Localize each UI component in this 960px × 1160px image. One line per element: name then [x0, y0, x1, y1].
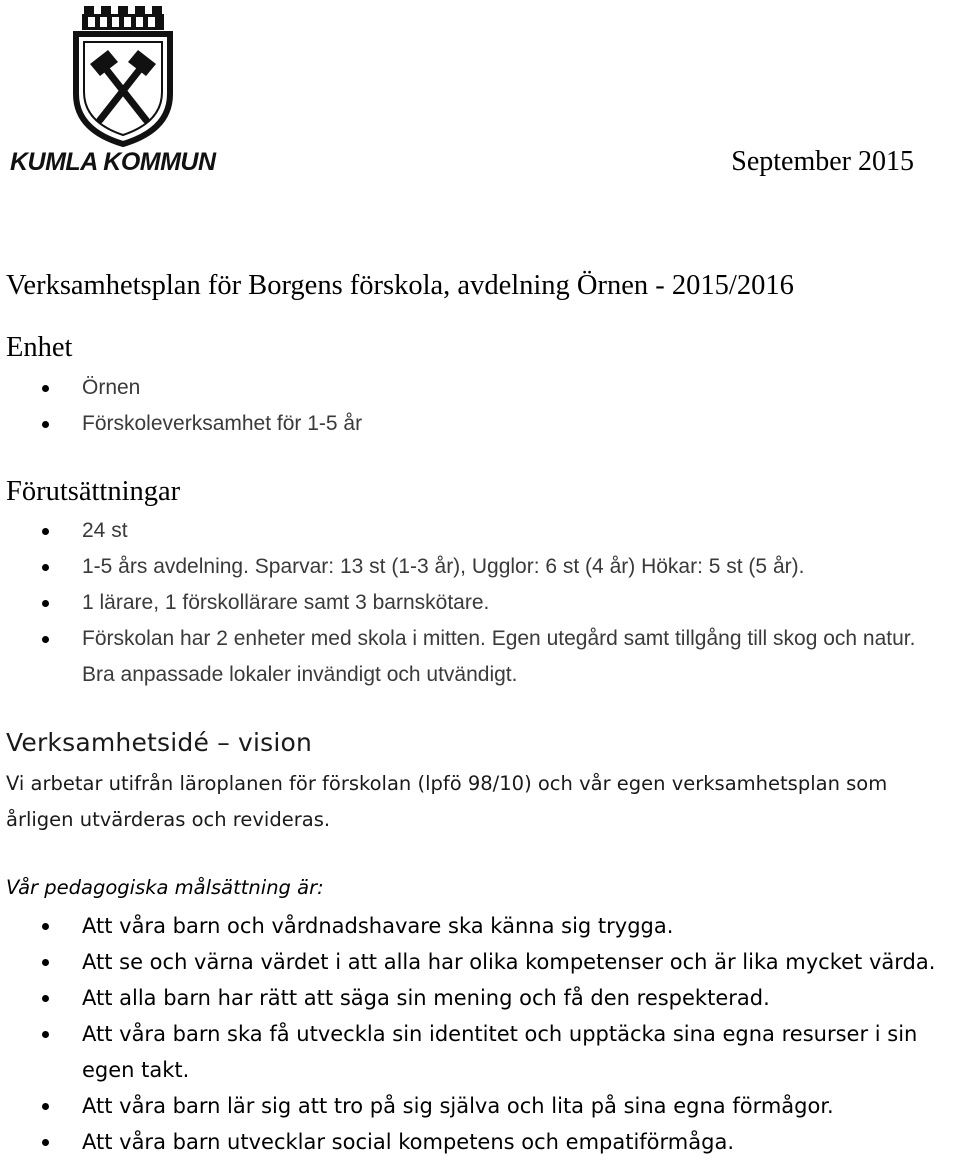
heading-vision: Verksamhetsidé – vision [6, 728, 313, 757]
document-title: Verksamhetsplan för Borgens förskola, avdelning Örnen - 2015/2016 [6, 270, 794, 301]
enhet-list [0, 370, 960, 442]
heading-malsattning: Vår pedagogiska målsättning är: [6, 876, 324, 899]
heading-enhet: Enhet [6, 332, 73, 363]
malsattning-section [0, 908, 960, 1160]
list-item: 1-5 års avdelning. Sparvar: 13 st (1-3 år), Ugglor: 6 st (4 år) Hökar: 5 st (5 år). [0, 549, 960, 585]
list-item: Förskolan har 2 enheter med skola i mitten. Egen utegård samt tillgång till skog och natur. Bra anpassade lokaler invändigt och utvändigt. [0, 621, 960, 693]
list-item: Att våra barn ska få utveckla sin identitet och upptäcka sina egna resurser i sin egen takt. [0, 1016, 960, 1088]
malsattning-list [0, 908, 960, 1160]
document-date: September 2015 [731, 146, 914, 177]
forutsattningar-list [0, 513, 960, 693]
list-item: Att se och värna värdet i att alla har olika kompetenser och är lika mycket värda. [0, 944, 960, 980]
municipality-logo [4, 2, 254, 178]
enhet-section [0, 370, 960, 442]
forutsattningar-section [0, 513, 960, 693]
list-item: Förskoleverksamhet för 1-5 år [0, 406, 960, 442]
heading-forutsattningar: Förutsättningar [6, 476, 181, 507]
list-item: Att våra barn utvecklar social kompetens och empatiförmåga. [0, 1124, 960, 1160]
list-item: Örnen [0, 370, 960, 406]
list-item: Att våra barn och vårdnadshavare ska känna sig trygga. [0, 908, 960, 944]
coat-of-arms-icon [4, 2, 254, 152]
vision-paragraph: Vi arbetar utifrån läroplanen för förskolan (lpfö 98/10) och vår egen verksamhetsplan som årligen utvärderas och revideras. [6, 772, 888, 831]
list-item: Att alla barn har rätt att säga sin mening och få den respekterad. [0, 980, 960, 1016]
organization-name: KUMLA KOMMUN [10, 148, 216, 176]
list-item: 1 lärare, 1 förskollärare samt 3 barnskötare. [0, 585, 960, 621]
list-item: Att våra barn lär sig att tro på sig själva och lita på sina egna förmågor. [0, 1088, 960, 1124]
list-item: 24 st [0, 513, 960, 549]
